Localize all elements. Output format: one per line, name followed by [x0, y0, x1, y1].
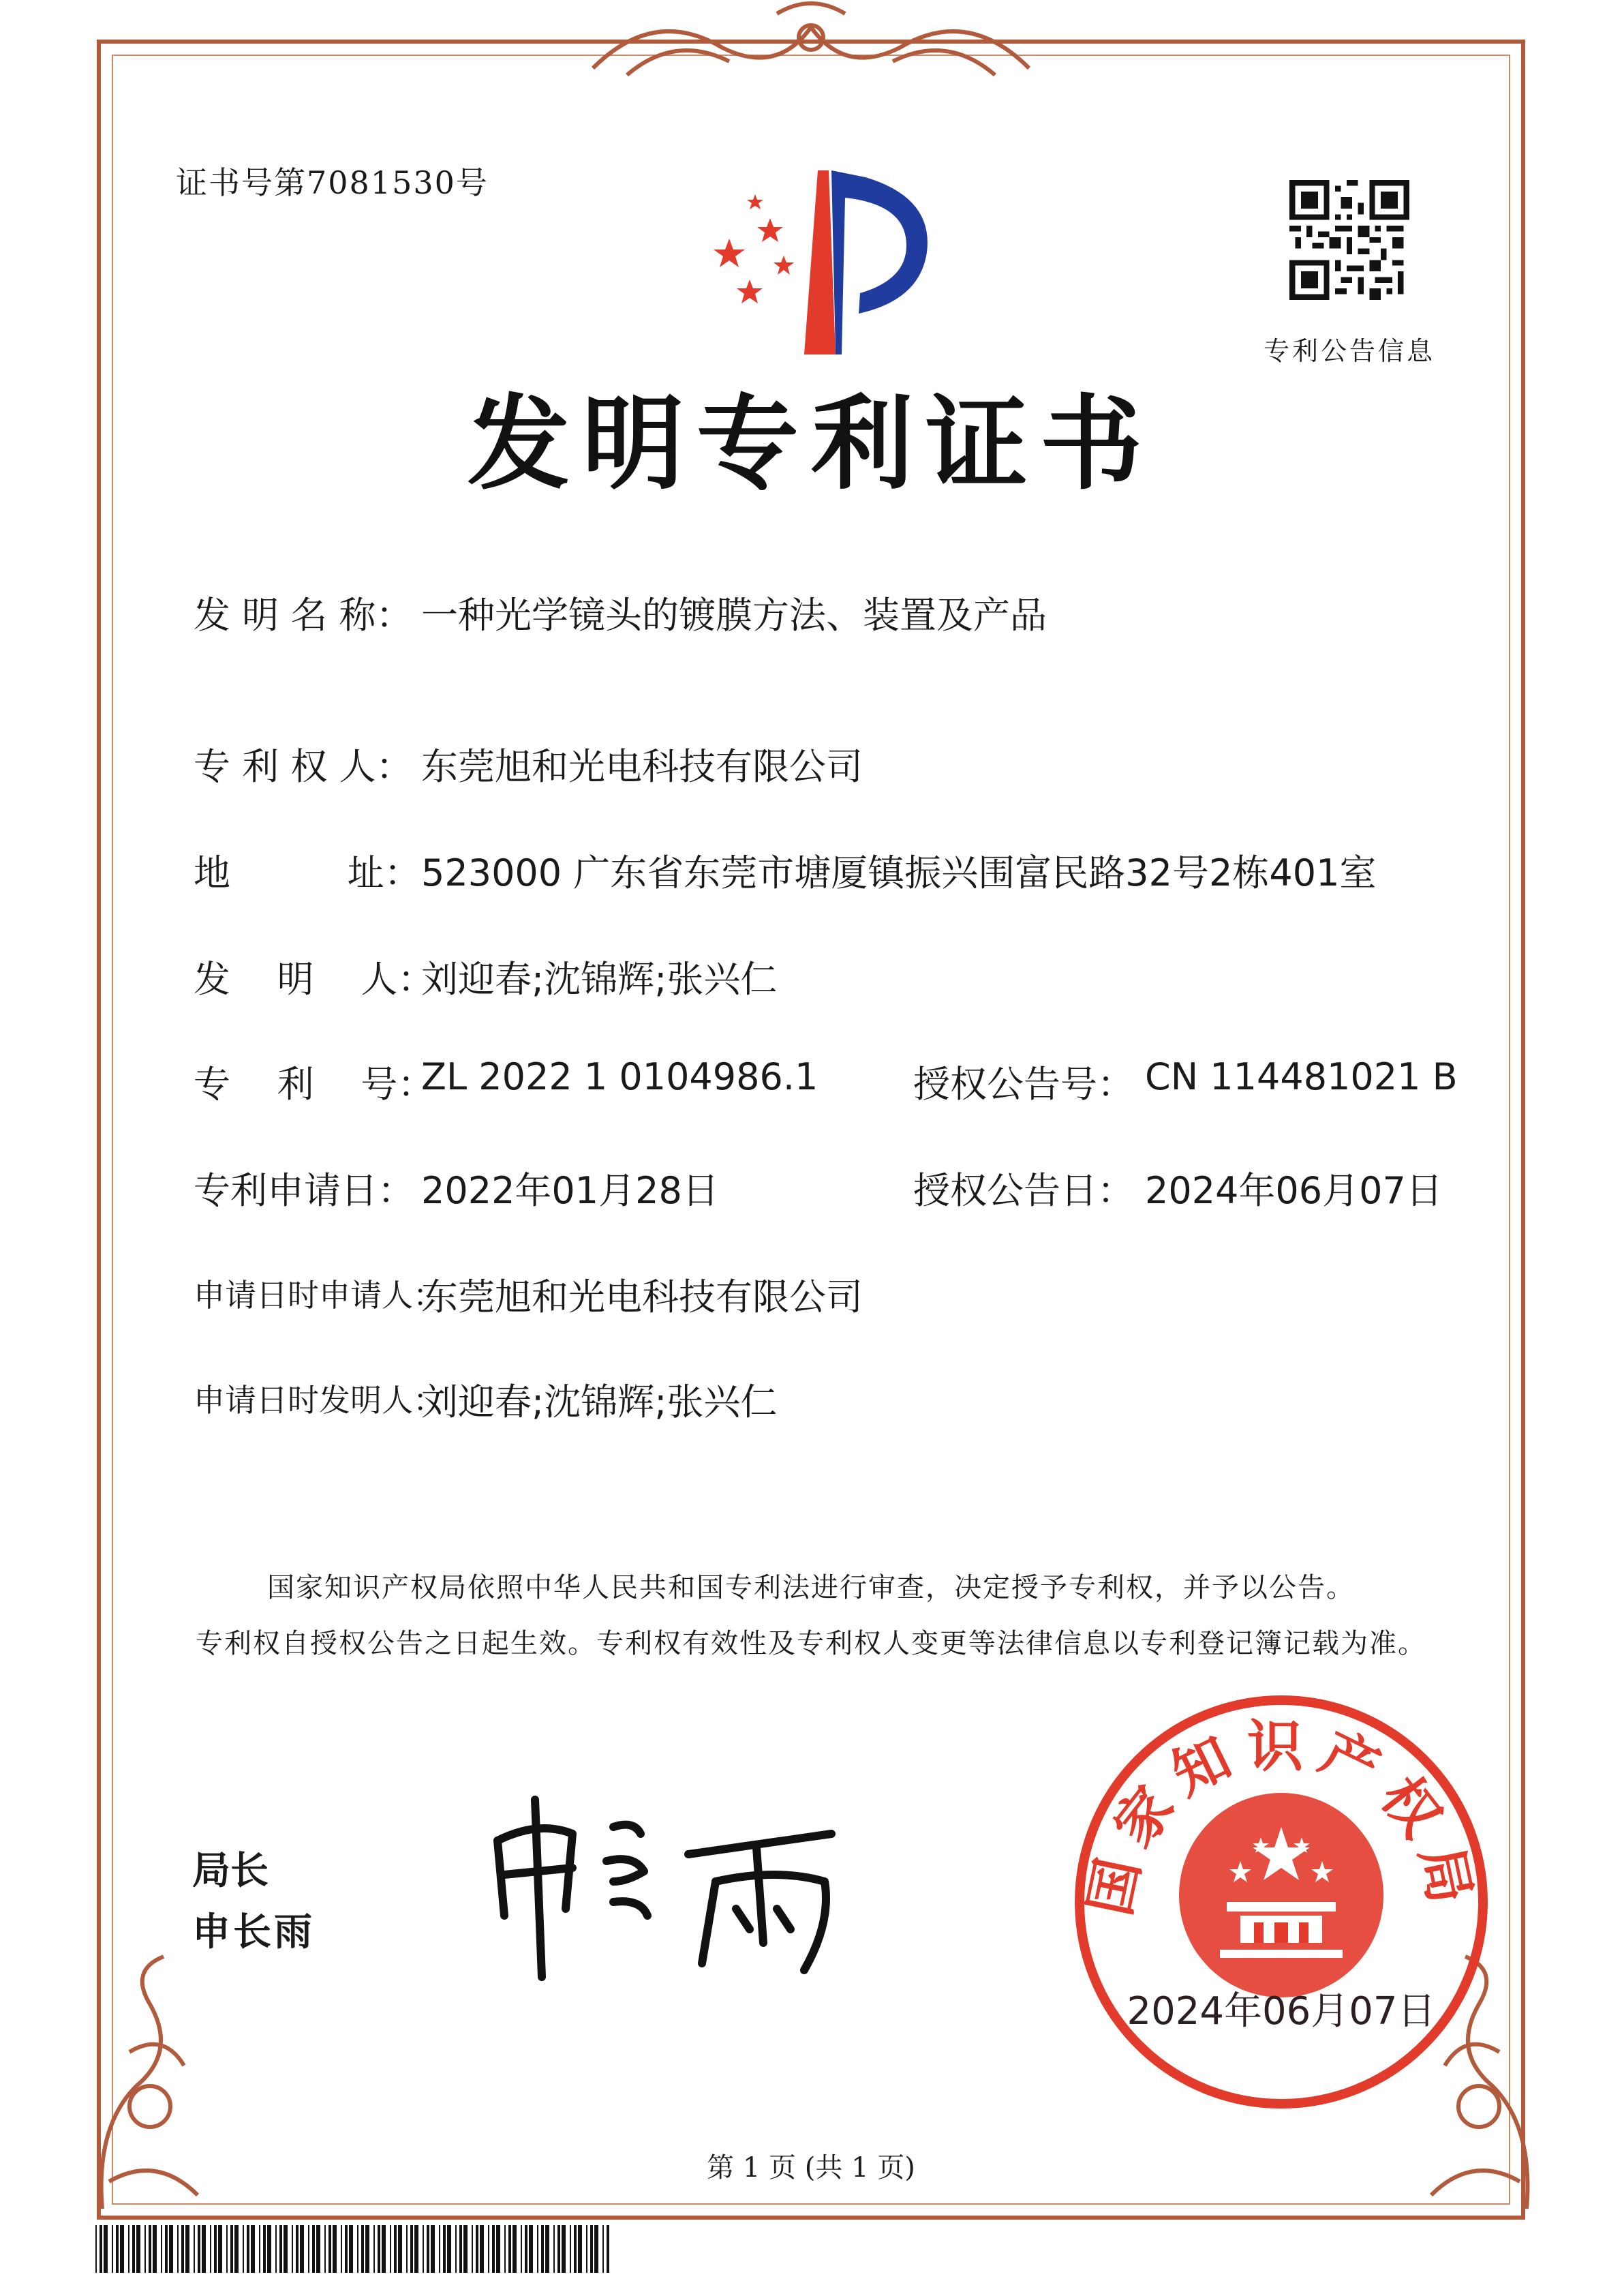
seal-date: 2024年06月07日 [1127, 1989, 1436, 2034]
grant-publication-number-value: CN 114481021 B [1145, 1055, 1458, 1098]
qr-code-icon [1289, 180, 1409, 300]
patentee-label: 专 利 权 人： [194, 745, 413, 788]
inventors-value: 刘迎春;沈锦辉;张兴仁 [421, 958, 778, 1001]
qr-caption: 专利公告信息 [1263, 336, 1435, 366]
grant-publication-date-label: 授权公告日： [913, 1169, 1134, 1212]
address-value: 523000 广东省东莞市塘厦镇振兴围富民路32号2栋401室 [421, 851, 1377, 894]
official-seal-icon [1070, 1691, 1493, 2113]
inventors-label: 发 明 人： [194, 958, 435, 1001]
legal-notice [136, 1560, 1486, 1672]
document-title: 发明专利证书 [467, 385, 1154, 504]
bottom-left-ornament-icon [89, 1950, 245, 2222]
director-name: 申长雨 [192, 1910, 315, 1954]
grant-publication-number-label: 授权公告号： [913, 1063, 1134, 1106]
invention-name-label: 发 明 名 称： [194, 594, 413, 637]
legal-notice-line-2: 专利权自授权公告之日起生效。专利权有效性及专利权人变更等法律信息以专利登记簿记载为准。 [196, 1628, 1426, 1659]
page-number: 第 1 页 (共 1 页) [707, 2152, 915, 2184]
certificate-number: 证书号第7081530号 [176, 164, 489, 201]
legal-notice-line-1: 国家知识产权局依照中华人民共和国专利法进行审查，决定授予专利权，并予以公告。 [267, 1572, 1355, 1603]
patent-number-value: ZL 2022 1 0104986.1 [421, 1055, 818, 1098]
address-label: 地 址： [194, 851, 421, 894]
barcode-icon [95, 2225, 613, 2273]
filing-date-label: 专利申请日： [194, 1169, 414, 1212]
patentee-value: 东莞旭和光电科技有限公司 [421, 745, 863, 788]
cnipa-logo-icon [702, 157, 975, 361]
invention-name-value: 一种光学镜头的镀膜方法、装置及产品 [421, 594, 1047, 637]
inventor-at-filing-label: 申请日时发明人： [194, 1382, 444, 1419]
patent-number-label: 专 利 号： [194, 1063, 435, 1106]
inventor-at-filing-value: 刘迎春;沈锦辉;张兴仁 [421, 1380, 778, 1423]
director-title: 局长 [192, 1849, 269, 1893]
seal-text: 国家知识产权局 [1077, 1714, 1485, 1921]
grant-publication-date-value: 2024年06月07日 [1145, 1169, 1443, 1212]
applicant-at-filing-label: 申请日时申请人： [194, 1277, 444, 1314]
applicant-at-filing-value: 东莞旭和光电科技有限公司 [421, 1275, 863, 1318]
filing-date-value: 2022年01月28日 [421, 1169, 719, 1212]
director-signature-icon [477, 1779, 859, 1984]
top-ornament-icon [572, 0, 1050, 89]
